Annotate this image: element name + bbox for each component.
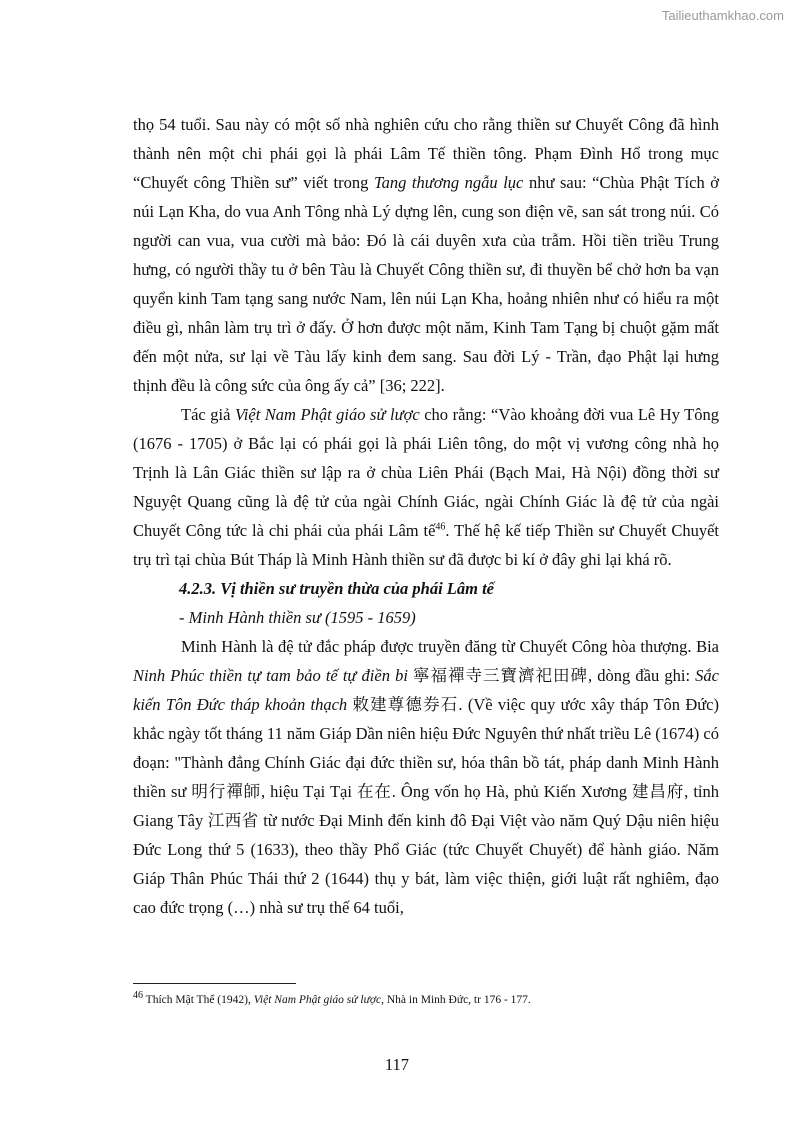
- footnote: [133, 990, 719, 1008]
- page-body: [133, 110, 719, 922]
- stele-title: Ninh Phúc thiền tự tam bảo tế tự điền bi: [133, 666, 408, 685]
- book-title-tang-thuong: Tang thương ngẫu lục: [373, 173, 524, 192]
- footnote-divider: [133, 983, 296, 984]
- paragraph-1: [133, 110, 719, 400]
- inscription-title: Sắc kiến Tôn Đức tháp khoản thạch: [133, 666, 719, 714]
- watermark: Tailieuthamkhao.com: [661, 8, 784, 23]
- paragraph-2: [133, 400, 719, 574]
- footnote-text-1: Thích Mật Thể (1942),: [143, 994, 254, 1006]
- footnote-mark: 46: [133, 990, 143, 1002]
- footnote-title: Việt Nam Phật giáo sử lược: [253, 994, 382, 1006]
- p3-text-2: 寧福禪寺三寶濟祀田碑, dòng đầu ghi:: [407, 666, 696, 685]
- p2-text-2: cho rằng: “Vào khoảng đời vua Lê Hy Tông (1676 - 1705) ở Bắc lại có phái gọi là phái Liên tông, do một vị vương công nhà họ Trịnh là Lân Giác thiền sư lập ra ở chùa Liên Phái (Bạch Mai, Hà Nội) đồng thời sư Nguyệt Quang cũng là đệ tử của ngài Chính Giác, ngài Chính Giác là đệ tử của ngài Chuyết Công tức là chi phái của phái Lâm tế: [133, 405, 719, 540]
- paragraph-3: [133, 632, 719, 922]
- subsection-heading: - Minh Hành thiền sư (1595 - 1659): [179, 608, 416, 627]
- p3-text-1: Minh Hành là đệ tử đắc pháp được truyền đăng từ Chuyết Công hòa thượng. Bia: [181, 637, 719, 656]
- p2-text-3: . Thế hệ kế tiếp Thiền sư Chuyết Chuyết trụ trì tại chùa Bút Tháp là Minh Hành thiền sư đã được bi kí ở đây ghi lại khá rõ.: [133, 521, 719, 569]
- p1-text-1: thọ 54 tuổi. Sau này có một số nhà nghiên cứu cho rằng thiền sư Chuyết Công đã hình thành nên một chi phái gọi là phái Lâm Tế thiền tông. Phạm Đình Hổ trong mục “Chuyết công Thiền sư” viết trong: [133, 115, 719, 192]
- section-heading: 4.2.3. Vị thiền sư truyền thừa của phái Lâm tế: [179, 579, 494, 598]
- page-number: 117: [384, 1055, 410, 1074]
- footnote-ref[interactable]: 46: [435, 521, 446, 533]
- p2-text-1: Tác giả: [181, 405, 235, 424]
- footnote-text-2: , Nhà in Minh Đức, tr 176 - 177.: [381, 994, 531, 1006]
- p1-text-2: như sau: “Chùa Phật Tích ở núi Lạn Kha, do vua Anh Tông nhà Lý dựng lên, cung son điện vẽ, san sát trong núi. Có người can vua, vua cười mà bảo: Đó là cái duyên xưa của trẫm. Hồi tiền triều Trung hưng, có người thầy tu ở bên Tàu là Chuyết Công thiền sư, đi thuyền bể chở hơn ba vạn quyển kinh Tam tạng sang nước Nam, lên núi Lạn Kha, hoảng nhiên như có hiểu ra một điều gì, nhân làm trụ trì ở đấy. Ở hơn được một năm, Kinh Tam Tạng bị chuột gặm mất đến một nửa, sư lại về Tàu lấy kinh đem sang. Sau đời Lý - Trần, đạo Phật lại hưng thịnh đều là công sức của ông ấy cả” [36; 222].: [133, 173, 719, 395]
- book-title-vnpgsl: Việt Nam Phật giáo sử lược: [234, 405, 420, 424]
- p3-text-3: 敕建尊德券石. (Về việc quy ước xây tháp Tôn Đức) khắc ngày tốt tháng 11 năm Giáp Dần niên hiệu Đức Nguyên thứ nhất triều Lê (1674) có đoạn: "Thành đẳng Chính Giác đại đức thiền sư, hóa thân bồ tát, pháp danh Minh Hành thiền sư 明行禪師, hiệu Tại Tại 在在. Ông vốn họ Hà, phủ Kiến Xương 建昌府, tỉnh Giang Tây 江西省 từ nước Đại Minh đến kinh đô Đại Việt vào năm Quý Dậu niên hiệu Đức Long thứ 5 (1633), theo thầy Phổ Giác (tức Chuyết Chuyết) để hành giáo. Năm Giáp Thân Phúc Thái thứ 2 (1644) thụ y bát, làm việc thiện, giới luật rất nghiêm, đạo cao đức trọng (…) nhà sư trụ thế 64 tuổi,: [133, 695, 719, 917]
